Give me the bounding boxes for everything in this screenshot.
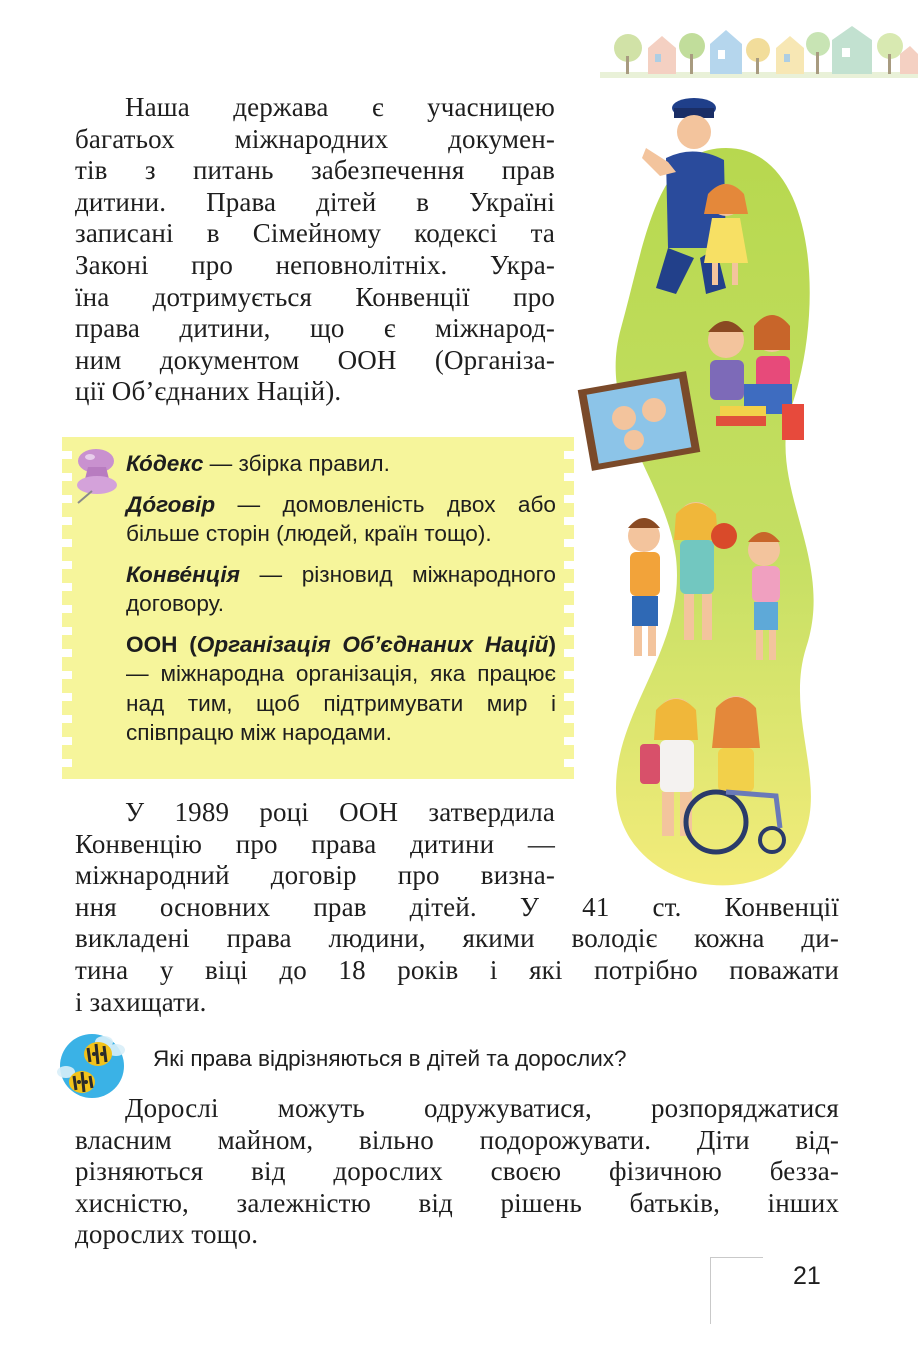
glossary-term-expanded: Організація Об’єднаних Націй	[196, 631, 549, 657]
pushpin-icon	[66, 445, 122, 505]
glossary-entry	[126, 449, 556, 479]
children-rights-illustration	[576, 88, 876, 888]
glossary-box	[62, 437, 574, 779]
text-line: тів з питань забезпечення прав	[75, 155, 555, 186]
intro-paragraph	[75, 92, 555, 408]
text-line: їна дотримується Конвенції про	[75, 281, 555, 312]
glossary-entry	[126, 560, 556, 619]
text-line: права дитини, що є міжнарод-	[75, 313, 555, 344]
glossary-term: Ко́декс	[126, 451, 204, 476]
glossary-term: Конве́нція	[126, 561, 240, 587]
text-line: Конвенцію про права дитини —	[75, 828, 555, 859]
page-number: 21	[793, 1262, 821, 1290]
text-line: дитини. Права дітей в Україні	[75, 186, 555, 217]
discussion-question: Які права відрізняються в дітей та дорослих?	[153, 1046, 627, 1071]
text-line: Законі про неповнолітніх. Укра-	[75, 249, 555, 280]
glossary-paren: (	[177, 631, 197, 657]
glossary-text	[126, 449, 556, 759]
text-line: хисністю, залежністю від рішень батьків, інших	[75, 1187, 839, 1218]
text-line: записані в Сімейному кодексі та	[75, 218, 555, 249]
glossary-term: До́говір	[126, 491, 216, 517]
glossary-definition: — різновид міжнародного договору.	[126, 561, 556, 616]
text-line: дорослих тощо.	[75, 1219, 259, 1250]
glossary-entry	[126, 630, 556, 748]
glossary-entry	[126, 490, 556, 549]
text-line: міжнародний договір про визна-	[75, 860, 555, 891]
glossary-notched-edge	[564, 437, 574, 779]
text-line: ції Об’єднаних Націй).	[75, 376, 342, 407]
glossary-paren: )	[548, 631, 556, 657]
glossary-definition: — домовленість двох або більше сторін (людей, країн тощо).	[126, 491, 556, 546]
text-line: Дорослі можуть одружуватися, розпоряджатися	[125, 1093, 839, 1123]
page-number-frame	[710, 1257, 763, 1324]
glossary-definition: — збірка правил.	[203, 451, 390, 476]
header-houses-decoration	[600, 18, 918, 80]
text-line: ння основних прав дітей. У 41 ст. Конвенції	[75, 891, 839, 922]
text-line: багатьох міжнародних докумен-	[75, 123, 555, 154]
text-line: тина у віці до 18 років і які потрібно поважати	[75, 954, 839, 985]
text-line: ним документом ООН (Організа-	[75, 344, 555, 375]
text-line: Наша держава є учасницею	[125, 92, 555, 122]
text-line: власним майном, вільно подорожувати. Діти від-	[75, 1124, 839, 1155]
bees-question-icon	[52, 1022, 132, 1102]
text-line: викладені права людини, якими володіє кожна ди-	[75, 923, 839, 954]
adults-children-paragraph	[75, 1093, 839, 1251]
glossary-definition: — міжнародна організація, яка працює над тим, щоб підтримувати мир і співпрацю між народами.	[126, 661, 556, 745]
text-line: У 1989 році ООН затвердила	[125, 797, 555, 827]
convention-paragraph	[75, 797, 839, 1018]
glossary-term: ООН	[126, 631, 178, 657]
text-line: і захищати.	[75, 986, 207, 1017]
text-line: різняються від дорослих своєю фізичною безза-	[75, 1156, 839, 1187]
